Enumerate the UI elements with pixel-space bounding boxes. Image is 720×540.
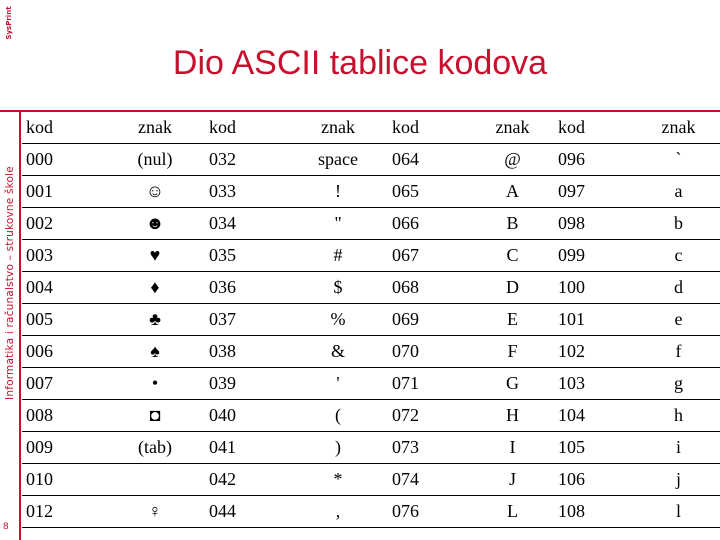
table-row: [22, 176, 720, 208]
char-cell: a: [637, 176, 720, 208]
char-cell: #: [288, 240, 388, 272]
code-cell: 099: [554, 240, 637, 272]
code-cell: 100: [554, 272, 637, 304]
char-cell: d: [637, 272, 720, 304]
char-cell: L: [471, 496, 554, 528]
char-cell: &: [288, 336, 388, 368]
sysprint-logo: SysPrint: [5, 6, 13, 40]
char-cell: !: [288, 176, 388, 208]
code-cell: 101: [554, 304, 637, 336]
char-cell: e: [637, 304, 720, 336]
code-cell: 034: [205, 208, 288, 240]
char-cell: ☺: [105, 176, 205, 208]
code-cell: 102: [554, 336, 637, 368]
header-kod: kod: [388, 112, 471, 144]
char-cell: F: [471, 336, 554, 368]
code-cell: 007: [22, 368, 105, 400]
code-cell: 064: [388, 144, 471, 176]
char-cell: l: [637, 496, 720, 528]
char-cell: h: [637, 400, 720, 432]
code-cell: 010: [22, 464, 105, 496]
table-row: [22, 336, 720, 368]
code-cell: 032: [205, 144, 288, 176]
char-cell: g: [637, 368, 720, 400]
code-cell: 108: [554, 496, 637, 528]
code-cell: 072: [388, 400, 471, 432]
code-cell: 040: [205, 400, 288, 432]
header-znak: znak: [637, 112, 720, 144]
char-cell: ♠: [105, 336, 205, 368]
table-row: [22, 464, 720, 496]
char-cell: ♥: [105, 240, 205, 272]
header-kod: kod: [205, 112, 288, 144]
char-cell: E: [471, 304, 554, 336]
sidebar-divider: [19, 110, 21, 540]
char-cell: b: [637, 208, 720, 240]
code-cell: 002: [22, 208, 105, 240]
code-cell: 067: [388, 240, 471, 272]
table-row: [22, 496, 720, 528]
code-cell: 044: [205, 496, 288, 528]
char-cell: `: [637, 144, 720, 176]
code-cell: 105: [554, 432, 637, 464]
sidebar-vertical-text: Informatika i računalstvo – strukovne škole: [4, 166, 16, 400]
code-cell: 098: [554, 208, 637, 240]
code-cell: 033: [205, 176, 288, 208]
char-cell: (: [288, 400, 388, 432]
code-cell: 006: [22, 336, 105, 368]
code-cell: 041: [205, 432, 288, 464]
page-number: 8: [3, 522, 9, 532]
code-cell: 073: [388, 432, 471, 464]
table-row: [22, 400, 720, 432]
ascii-table: [22, 112, 720, 528]
char-cell: ☻: [105, 208, 205, 240]
char-cell: ♦: [105, 272, 205, 304]
char-cell: ': [288, 368, 388, 400]
header-znak: znak: [288, 112, 388, 144]
char-cell: f: [637, 336, 720, 368]
char-cell: (tab): [105, 432, 205, 464]
char-cell: c: [637, 240, 720, 272]
code-cell: 042: [205, 464, 288, 496]
code-cell: 001: [22, 176, 105, 208]
code-cell: 037: [205, 304, 288, 336]
char-cell: A: [471, 176, 554, 208]
code-cell: 106: [554, 464, 637, 496]
table-row: [22, 304, 720, 336]
char-cell: i: [637, 432, 720, 464]
code-cell: 012: [22, 496, 105, 528]
code-cell: 005: [22, 304, 105, 336]
char-cell: ◘: [105, 400, 205, 432]
header-znak: znak: [105, 112, 205, 144]
code-cell: 068: [388, 272, 471, 304]
code-cell: 035: [205, 240, 288, 272]
code-cell: 104: [554, 400, 637, 432]
char-cell: ♣: [105, 304, 205, 336]
code-cell: 096: [554, 144, 637, 176]
char-cell: [105, 464, 205, 496]
table-row: [22, 432, 720, 464]
char-cell: H: [471, 400, 554, 432]
code-cell: 071: [388, 368, 471, 400]
char-cell: •: [105, 368, 205, 400]
char-cell: @: [471, 144, 554, 176]
char-cell: D: [471, 272, 554, 304]
table-row: [22, 144, 720, 176]
code-cell: 003: [22, 240, 105, 272]
char-cell: ": [288, 208, 388, 240]
header-kod: kod: [22, 112, 105, 144]
table-row: [22, 240, 720, 272]
char-cell: ): [288, 432, 388, 464]
code-cell: 038: [205, 336, 288, 368]
table-row: [22, 208, 720, 240]
table-row: [22, 368, 720, 400]
char-cell: ,: [288, 496, 388, 528]
table-row: [22, 272, 720, 304]
char-cell: ♀: [105, 496, 205, 528]
code-cell: 000: [22, 144, 105, 176]
code-cell: 097: [554, 176, 637, 208]
code-cell: 004: [22, 272, 105, 304]
header-row: [22, 112, 720, 144]
char-cell: J: [471, 464, 554, 496]
code-cell: 070: [388, 336, 471, 368]
char-cell: B: [471, 208, 554, 240]
char-cell: %: [288, 304, 388, 336]
code-cell: 066: [388, 208, 471, 240]
code-cell: 074: [388, 464, 471, 496]
char-cell: space: [288, 144, 388, 176]
char-cell: j: [637, 464, 720, 496]
code-cell: 076: [388, 496, 471, 528]
code-cell: 036: [205, 272, 288, 304]
char-cell: I: [471, 432, 554, 464]
char-cell: (nul): [105, 144, 205, 176]
char-cell: *: [288, 464, 388, 496]
header-kod: kod: [554, 112, 637, 144]
page-title: Dio ASCII tablice kodova: [172, 44, 548, 82]
header-znak: znak: [471, 112, 554, 144]
char-cell: G: [471, 368, 554, 400]
code-cell: 008: [22, 400, 105, 432]
code-cell: 039: [205, 368, 288, 400]
char-cell: $: [288, 272, 388, 304]
char-cell: C: [471, 240, 554, 272]
code-cell: 065: [388, 176, 471, 208]
code-cell: 009: [22, 432, 105, 464]
code-cell: 103: [554, 368, 637, 400]
code-cell: 069: [388, 304, 471, 336]
